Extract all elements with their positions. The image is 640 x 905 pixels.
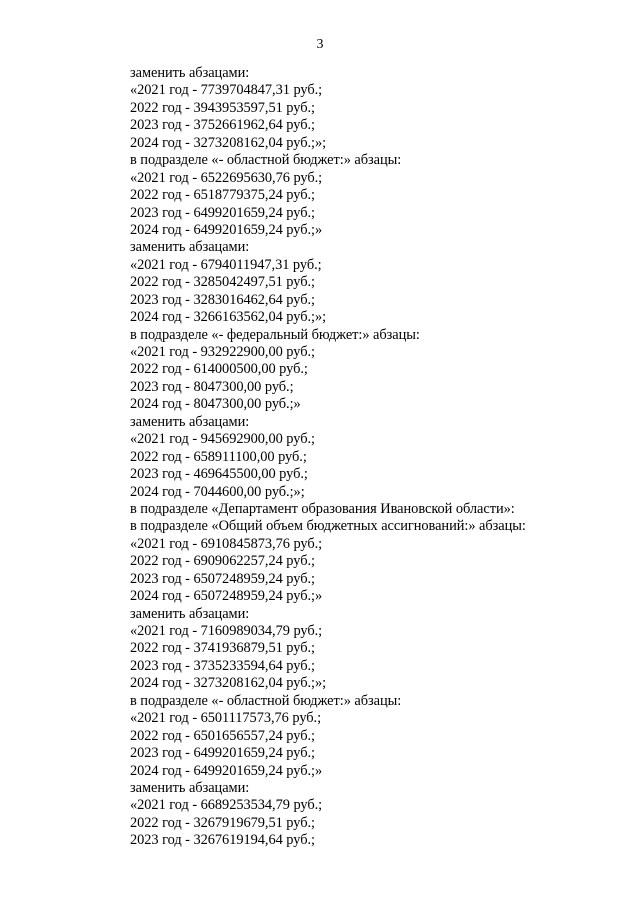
text-line: 2022 год - 3267919679,51 руб.; [130, 814, 315, 831]
text-line: 2024 год - 6499201659,24 руб.;» [130, 762, 323, 779]
text-line: «2021 год - 6794011947,31 руб.; [130, 256, 322, 273]
text-line: заменить абзацами: [130, 605, 250, 622]
text-line: 2024 год - 3273208162,04 руб.;»; [130, 134, 327, 151]
text-line: «2021 год - 6522695630,76 руб.; [130, 169, 323, 186]
text-line: 2023 год - 6499201659,24 руб.; [130, 204, 315, 221]
text-line: заменить абзацами: [130, 65, 250, 81]
text-line: «2021 год - 7739704847,31 руб.; [130, 82, 323, 99]
text-line: «2021 год - 932922900,00 руб.; [130, 344, 315, 360]
page-number: 3 [316, 37, 324, 52]
text-line: 2024 год - 6507248959,24 руб.;» [130, 588, 323, 605]
text-line: 2022 год - 6518779375,24 руб.; [130, 187, 315, 204]
text-line: в подразделе «Департамент образования Ивановской области»: [130, 500, 515, 517]
text-line: 2024 год - 6499201659,24 руб.;» [130, 221, 323, 238]
text-line: 2022 год - 658911100,00 руб.; [130, 448, 307, 465]
text-line: заменить абзацами: [130, 239, 250, 256]
text-line: 2024 год - 3273208162,04 руб.;»; [130, 675, 327, 692]
text-line: 2022 год - 6501656557,24 руб.; [130, 727, 315, 744]
text-line: 2024 год - 8047300,00 руб.;» [130, 396, 301, 413]
text-line: 2022 год - 614000500,00 руб.; [130, 361, 308, 378]
text-line: 2022 год - 3943953597,51 руб.; [130, 99, 315, 116]
text-line: в подразделе «- областной бюджет:» абзацы: [130, 692, 402, 709]
text-line: 2022 год - 6909062257,24 руб.; [130, 553, 315, 570]
text-line: «2021 год - 6501117573,76 руб.; [130, 710, 322, 727]
text-line: в подразделе «Общий объем бюджетных ассигнований:» абзацы: [130, 518, 526, 535]
text-line: в подразделе «- федеральный бюджет:» абзацы: [130, 326, 420, 343]
text-line: 2023 год - 6507248959,24 руб.; [130, 570, 315, 587]
text-line: 2023 год - 3735233594,64 руб.; [130, 657, 315, 674]
text-line: 2024 год - 3266163562,04 руб.;»; [130, 309, 327, 326]
text-line: заменить абзацами: [130, 779, 250, 796]
text-line: «2021 год - 6910845873,76 руб.; [130, 535, 323, 552]
text-line: 2022 год - 3285042497,51 руб.; [130, 274, 315, 291]
document-body [130, 65, 600, 850]
text-line: 2023 год - 3283016462,64 руб.; [130, 291, 315, 308]
text-line: «2021 год - 6689253534,79 руб.; [130, 797, 323, 814]
text-line: 2023 год - 8047300,00 руб.; [130, 378, 294, 395]
text-line: 2022 год - 3741936879,51 руб.; [130, 640, 315, 657]
text-line: 2023 год - 3752661962,64 руб.; [130, 117, 315, 134]
text-line: в подразделе «- областной бюджет:» абзацы: [130, 152, 402, 169]
text-line: 2023 год - 6499201659,24 руб.; [130, 745, 315, 762]
text-line: 2023 год - 3267619194,64 руб.; [130, 832, 315, 849]
text-line: 2024 год - 7044600,00 руб.;»; [130, 483, 305, 500]
text-line: 2023 год - 469645500,00 руб.; [130, 466, 308, 483]
text-line: заменить абзацами: [130, 413, 250, 430]
text-line: «2021 год - 7160989034,79 руб.; [130, 623, 323, 639]
text-line: «2021 год - 945692900,00 руб.; [130, 431, 315, 448]
